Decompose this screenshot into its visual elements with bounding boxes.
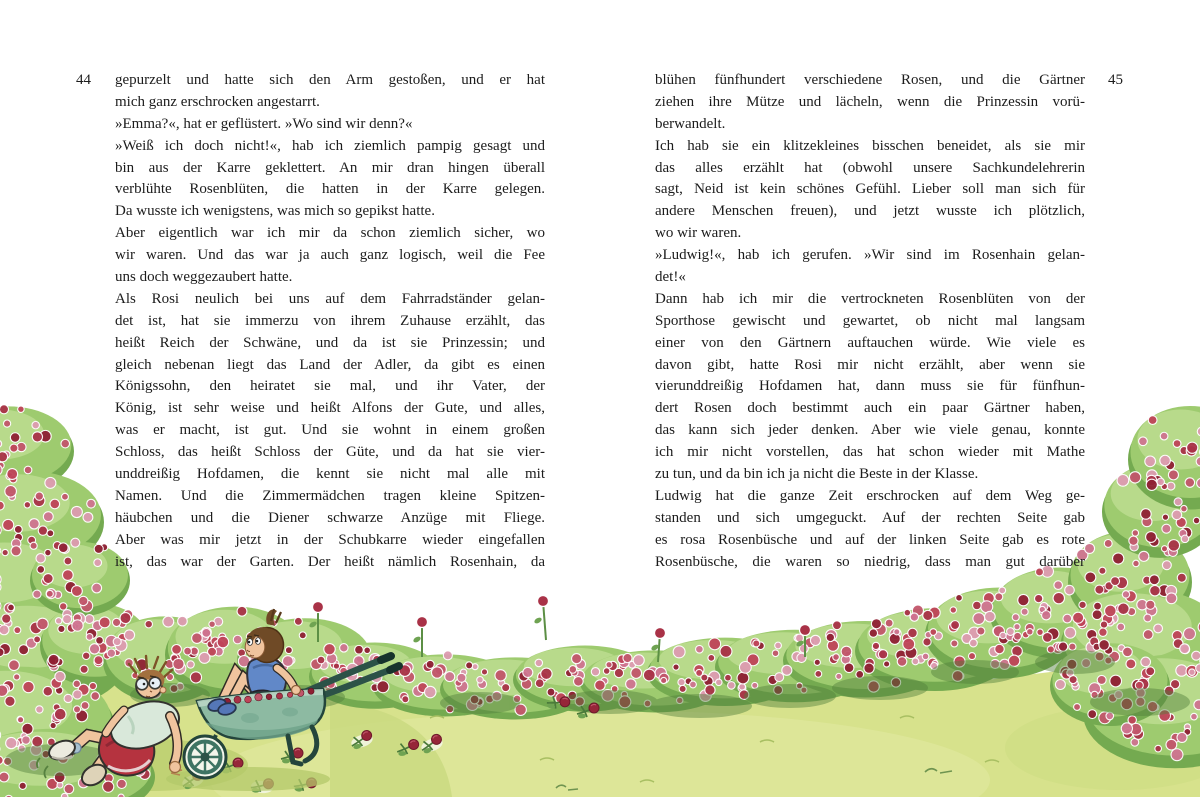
page-number-left: 44 (76, 72, 91, 88)
text-line: sagt, Neid ist kein schönes Gefühl. Lieber soll man sich für (655, 181, 1085, 198)
text-line: zu tun, und da bin ich ja nicht die Beste in der Klasse. (655, 466, 979, 483)
text-line: gleich nebenan liegt das Land der Adler, da gibt es einen (115, 356, 545, 373)
text-line: wo wir waren. (655, 225, 742, 242)
text-line: Sporthose gewischt und gewartet, ob nicht mal langsam (655, 312, 1085, 329)
text-line: was er macht, ist gut. Und sie wohnt in einem großen (115, 422, 545, 439)
text-line: unddreißig Hofdamen, die kennt sie nicht mal alle mit (115, 466, 545, 483)
left-page-text (115, 70, 545, 573)
text-line: verblühte Rosenblüten, die hatten in der Karre gelegen. (115, 181, 545, 198)
text-line: Namen. Und die Zimmermädchen tragen kleine Spitzen- (115, 487, 545, 504)
text-line: andere Menschen freuen), und jetzt wusste ich plötzlich, (655, 203, 1085, 220)
text-line: König, ist sehr weise und heißt Alfons der Gute, und alles, (115, 400, 545, 417)
text-line: ziehen ihre Mütze und lächeln, wenn die Prinzessin vorü- (655, 93, 1085, 110)
text-line: Schloss, das heißt Schloss der Güte, und da hat sie vier- (115, 444, 545, 461)
text-line: Ludwig hat die ganze Zeit erschrocken auf dem Weg ge- (655, 487, 1085, 504)
text-line: häubchen und die Diener schwarze Anzüge mit Fliege. (115, 509, 545, 526)
text-line: det ist, hat sie immerzu von ihrem Zuhause erzählt, das (115, 312, 545, 329)
text-line: blühen fünfhundert verschiedene Rosen, und die Gärtner (655, 72, 1085, 88)
text-line: Rosenbüsche, die waren so niedrig, dass man gut darüber (655, 553, 1085, 570)
text-line: dert Rosen doch bestimmt auch ein paar Gärtner haben, (655, 400, 1085, 417)
text-line: es rosa Rosenbüsche und auf der linken Seite gab es rote (655, 531, 1085, 548)
text-line: det!« (655, 269, 686, 286)
text-line: Königssohn, den heiratet sie mal, und ihr Vater, der (115, 378, 545, 395)
girl-hand (292, 686, 301, 695)
boy-glasses-lens (149, 677, 161, 689)
text-line: das kann sich jeder denken. Aber wie viele genau, konnte (655, 422, 1085, 439)
text-line: ich mir nicht vorstellen, das hat schon wieder mit Mathe (655, 444, 1085, 461)
text-line: ist, das war der Garten. Der heißt nämlich Rosenhain, da (115, 553, 545, 570)
text-line: standen und sich umgeguckt. Auf der rechten Seite gab (655, 509, 1085, 526)
boy-glasses-lens (136, 678, 148, 690)
text-line: wir waren. Und das war ja auch ganz logisch, weil die Fee (115, 247, 545, 264)
text-line: heißt Reich der Schwäne, und da ist sie Prinzessin; und (115, 334, 545, 351)
text-line: »Emma?«, hat er geflüstert. »Wo sind wir denn?« (115, 115, 413, 132)
text-line: Aber eigentlich war ich mir da schon ziemlich sicher, wo (115, 225, 545, 242)
text-line: bin aus der Karre geklettert. An mir dran hingen überall (115, 159, 545, 176)
text-line: »Ludwig!«, hab ich gerufen. »Wir sind im Rosenhain gelan- (655, 247, 1085, 264)
text-line: »Weiß ich doch nicht!«, hab ich ziemlich pampig gesagt und (115, 137, 545, 154)
text-line: Ich hab sie ein klitzekleines bisschen beneidet, als sie mir (655, 137, 1085, 154)
text-line: Da wusste ich wenigstens, was mich so gepikst hatte. (115, 203, 435, 220)
text-line: Dann hab ich mir die vertrockneten Rosenblüten von der (655, 290, 1085, 307)
text-line: davon gibt, hatte Rosi mir nicht erzählt, aber wenn sie (655, 356, 1085, 373)
text-line: mich ganz erschrocken angestarrt. (115, 93, 320, 110)
right-page-text (655, 70, 1085, 573)
text-line: einer von den Gärtnern auftauchen würde. Wie viele es (655, 334, 1085, 351)
text-line: uns doch weggezaubert hatte. (115, 269, 293, 286)
page-number-right: 45 (1108, 72, 1123, 88)
text-line: Aber was mir jetzt in der Schubkarre wieder eingefallen (115, 531, 545, 548)
text-line: das alles erzählt hat (obwohl unsere Sachkundelehrerin (655, 159, 1085, 176)
text-line: vierunddreißig Hofdamen hat, dann muss sie für fünfhun- (655, 378, 1085, 395)
boy-hand (170, 762, 181, 773)
text-line: gepurzelt und hatte sich den Arm gestoßen, und er hat (115, 72, 545, 88)
text-line: Als Rosi neulich bei uns auf dem Fahrradständer gelan- (115, 290, 545, 307)
wheelbarrow-wheel (184, 736, 226, 778)
text-line: berwandelt. (655, 115, 726, 132)
